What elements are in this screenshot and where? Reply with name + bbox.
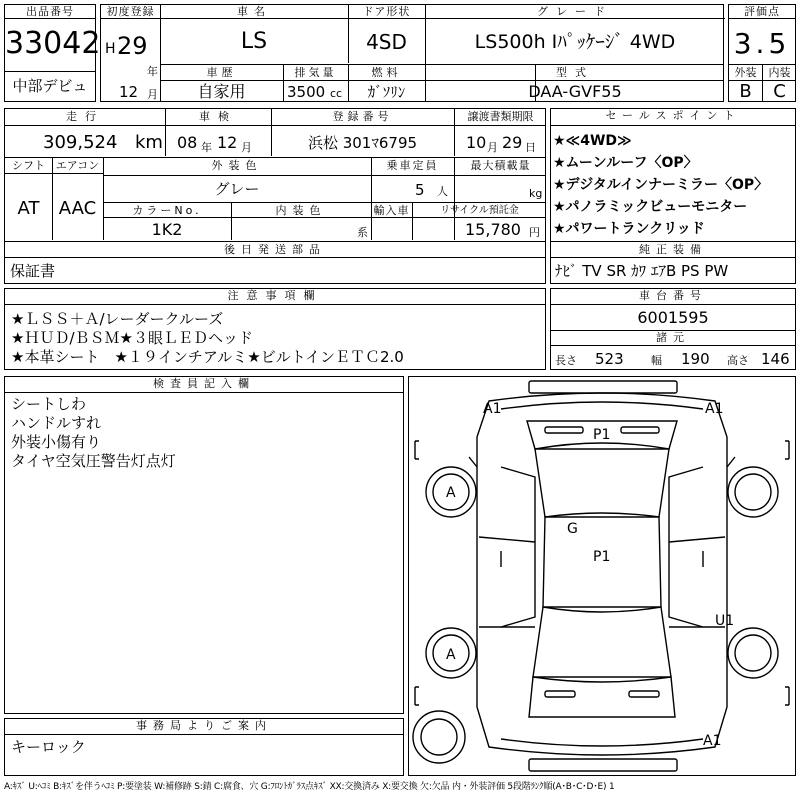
later-parts-value: 保証書 [10, 262, 56, 280]
color-label: 外装色 [211, 159, 263, 172]
history-label: 車歴 [206, 66, 237, 79]
note-line: ★ＨＵＤ/ＢＳＭ★３眼ＬＥＤヘッド [11, 329, 253, 347]
office-box [4, 718, 404, 776]
inspector-label: 検査員記入欄 [5, 377, 403, 393]
chassis-box [550, 288, 796, 370]
lot-label: 出品番号 [5, 5, 95, 19]
exterior-label: 外装 [734, 66, 757, 79]
capacity-value: 5 [415, 181, 425, 199]
length-label: 長さ [555, 354, 577, 367]
transfer-month: 10 [466, 133, 487, 152]
transfer-day-unit: 日 [525, 141, 536, 154]
fuel-value: ｶﾞｿﾘﾝ [367, 83, 406, 101]
capacity-unit: 人 [437, 185, 448, 198]
damage-mark: P1 [593, 549, 611, 565]
ac-label: エアコン [55, 159, 100, 172]
door-label: ドア形状 [348, 5, 425, 19]
inspector-line: 外装小傷有り [11, 433, 102, 451]
color-no-value: 1K2 [151, 220, 183, 239]
grade-label: グレード [425, 5, 725, 19]
inspector-line: ハンドルすれ [11, 414, 102, 432]
debut-label: 中部デビュ [12, 77, 88, 95]
type-label: 型式 [556, 66, 594, 79]
grade-value: LS500h Iﾊﾟｯｹｰｼﾞ 4WD [474, 31, 676, 53]
interior-value: C [773, 81, 786, 102]
chassis-label: 車台番号 [551, 289, 795, 305]
notes-box [4, 288, 546, 370]
note-line: ★ＬＳＳ＋Ａ/レーダークルーズ [11, 310, 224, 328]
inspection-month-unit: 月 [241, 141, 252, 154]
inspection-month: 12 [217, 133, 238, 152]
door-value: 4SD [366, 30, 407, 54]
recycle-unit: 円 [529, 226, 540, 239]
month-unit: 月 [147, 88, 158, 101]
import-label: 輸入車 [373, 204, 410, 217]
mileage-unit: km [135, 132, 163, 153]
transfer-day: 29 [502, 133, 523, 152]
shift-value: AT [17, 198, 40, 219]
note-line: ★本革シート ★１９インチアルミ★ビルトインＥＴＣ2.0 [11, 348, 404, 366]
score-label: 評価点 [729, 5, 795, 19]
first-reg-year: 29 [117, 32, 148, 60]
damage-mark: A1 [705, 401, 724, 417]
recycle-value: 15,780 [465, 220, 521, 239]
displacement-label: 排気量 [294, 66, 337, 79]
length-value: 523 [595, 350, 624, 368]
first-reg-month: 12 [119, 83, 139, 101]
color-value: グレー [214, 180, 260, 198]
sales-point-item: ★≪4WD≫ [553, 133, 632, 149]
plate-label: 登録番号 [332, 110, 393, 123]
year-unit: 年 [147, 65, 158, 78]
damage-mark: A1 [483, 401, 502, 417]
fuel-label: 燃料 [371, 66, 402, 79]
spec-label: 諸元 [656, 331, 690, 344]
transfer-month-unit: 月 [487, 141, 498, 154]
transfer-label: 譲渡書類期限 [467, 110, 534, 123]
displacement-unit: cc [330, 87, 343, 100]
interior-label: 内装 [768, 66, 791, 79]
shift-label: シフト [12, 159, 45, 172]
first-reg-label: 初度登録 [101, 5, 160, 19]
inspection-year-unit: 年 [201, 141, 212, 154]
model-value: LS [240, 29, 268, 54]
sales-point-item: ★パワートランクリッド [553, 221, 705, 237]
width-value: 190 [681, 350, 710, 368]
width-label: 幅 [651, 354, 662, 367]
legend: A:ｷｽﾞ U:ﾍｺﾐ B:ｷｽﾞを伴うﾍｺﾐ P:要塗装 W:補修跡 S:錆 C:腐食、穴 G:ﾌﾛﾝﾄｶﾞﾗｽ点ｷｽﾞ XX:交換済み X:要交換 欠:欠品 内・外装評価 5段階ﾗﾝｸ順(A･B･C･D･E) 1 [4, 782, 615, 792]
plate-value: 浜松 301ﾏ6795 [307, 134, 418, 152]
color-no-label: カラーNo. [132, 204, 202, 217]
capacity-label: 乗車定員 [386, 159, 439, 172]
damage-mark: A [446, 647, 456, 663]
sales-points-label: セールスポイント [551, 109, 795, 126]
chassis-number: 6001595 [637, 308, 709, 327]
car-diagram [409, 377, 795, 775]
details-box [4, 108, 546, 284]
header-main [100, 4, 724, 102]
sales-point-item: ★ムーンルーフ〈OP〉 [553, 155, 698, 171]
interior-color-label: 内装色 [275, 204, 327, 217]
equipment-label: 純正装備 [639, 243, 707, 256]
damage-mark: A1 [703, 733, 722, 749]
inspection-label: 車検 [199, 110, 237, 123]
type-value: DAA-GVF55 [528, 82, 622, 101]
score-value: 3.5 [733, 27, 791, 60]
inspector-box [4, 376, 404, 714]
damage-mark: G [567, 521, 578, 537]
later-parts-label: 後日発送部品 [224, 243, 326, 256]
inspector-line: タイヤ空気圧警告灯点灯 [11, 452, 176, 470]
history-value: 自家用 [197, 82, 246, 101]
mileage-value: 309,524 [43, 132, 118, 153]
damage-mark: A [446, 485, 456, 501]
load-label: 最大積載量 [470, 159, 531, 172]
office-value: キーロック [11, 738, 86, 756]
damage-mark: P1 [593, 427, 611, 443]
equipment-value: ﾅﾋﾞ TV SR ｶﾜ ｴｱB PS PW [555, 262, 729, 280]
recycle-label: リサイクル預託金 [440, 205, 519, 216]
sales-point-item: ★デジタルインナーミラー〈OP〉 [553, 177, 769, 193]
sales-point-item: ★パノラミックビューモニター [553, 199, 748, 215]
lot-box [4, 4, 101, 102]
car-diagram-box [408, 376, 796, 776]
height-value: 146 [761, 350, 790, 368]
load-unit: kg [529, 187, 543, 200]
sales-points-box [550, 108, 796, 284]
interior-color-unit: 系 [357, 226, 368, 239]
height-label: 高さ [727, 354, 749, 367]
damage-mark: U1 [715, 613, 735, 629]
ac-value: AAC [58, 198, 97, 219]
lot-number: 33042 [5, 26, 101, 61]
inspector-line: シートしわ [11, 395, 87, 413]
notes-label: 注意事項欄 [5, 289, 545, 305]
model-label: 車名 [160, 5, 348, 19]
office-label: 事務局よりご案内 [5, 719, 403, 735]
displacement-value: 3500 [287, 83, 326, 101]
mileage-label: 走行 [66, 110, 104, 123]
inspection-year: 08 [177, 133, 198, 152]
era: H [105, 41, 116, 57]
score-box [728, 4, 796, 102]
exterior-value: B [739, 81, 752, 102]
